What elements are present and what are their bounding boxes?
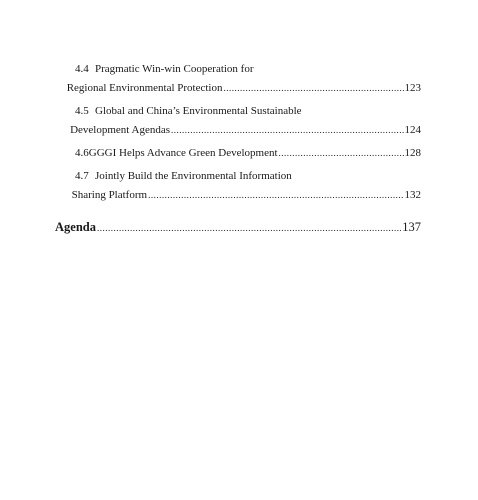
section-title: Pragmatic Win-win Cooperation for <box>95 63 254 75</box>
toc-entry-4-5[interactable] <box>55 102 421 140</box>
page-number: 124 <box>404 124 421 136</box>
toc-entry-line <box>55 217 421 238</box>
toc-entry-line <box>55 186 421 205</box>
chapter-title: Agenda <box>55 220 96 234</box>
toc-entry-line <box>55 79 421 98</box>
dot-leader <box>171 121 404 140</box>
toc-entry-4-6[interactable] <box>55 144 421 163</box>
toc-entry-agenda[interactable] <box>55 217 421 238</box>
toc-entry-line <box>55 121 421 140</box>
toc-entry-line <box>55 144 421 163</box>
section-title-continued: Regional Environmental Protection <box>66 82 223 94</box>
section-title: Jointly Build the Environmental Information <box>95 170 292 182</box>
page-number: 123 <box>404 82 421 94</box>
page-number: 137 <box>402 220 421 234</box>
table-of-contents <box>55 60 421 238</box>
page-number: 132 <box>404 189 421 201</box>
section-number: 4.7 <box>75 170 89 182</box>
dot-leader <box>97 217 401 238</box>
section-title-continued: Development Agendas <box>70 124 170 136</box>
toc-entry-line <box>55 167 421 186</box>
toc-entry-line <box>55 60 421 79</box>
section-title: GGGI Helps Advance Green Development <box>88 147 278 159</box>
dot-leader <box>224 79 404 98</box>
section-title-continued: Sharing Platform <box>71 189 148 201</box>
toc-entry-4-4[interactable] <box>55 60 421 98</box>
section-number: 4.5 <box>75 105 89 117</box>
dot-leader <box>279 144 404 163</box>
dot-leader <box>148 186 403 205</box>
toc-entry-line <box>55 102 421 121</box>
section-title: Global and China’s Environmental Sustainable <box>95 105 302 117</box>
section-number: 4.6 <box>75 147 89 159</box>
toc-entry-4-7[interactable] <box>55 167 421 205</box>
page-number: 128 <box>404 147 421 159</box>
section-number: 4.4 <box>75 63 89 75</box>
